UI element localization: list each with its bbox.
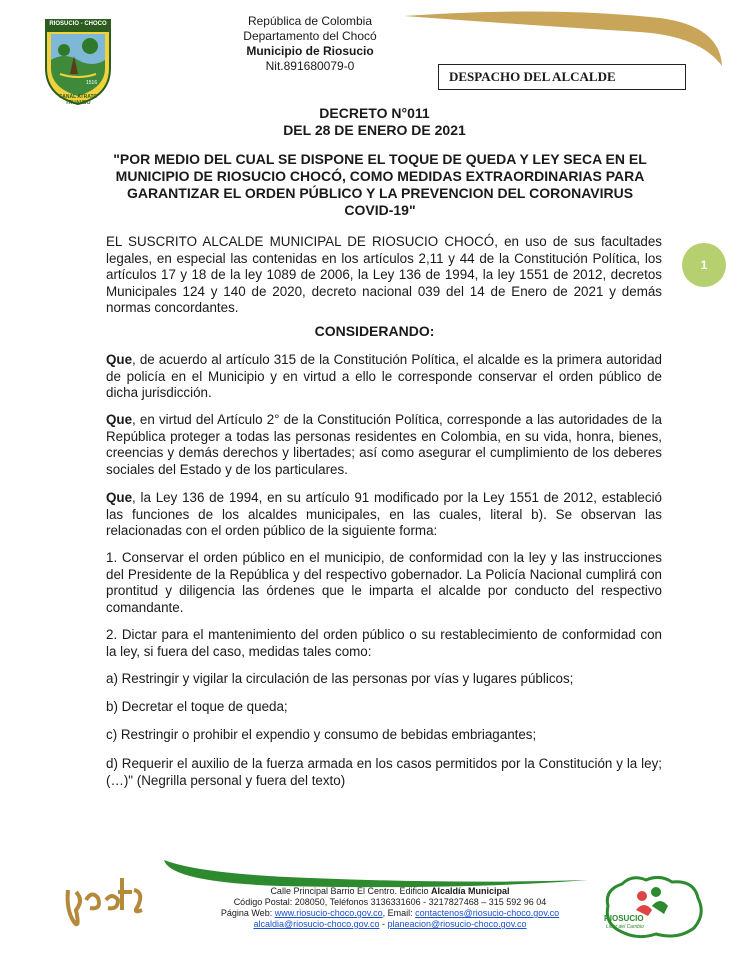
department-text: Departamento del Chocó	[243, 29, 377, 43]
que-label: Que	[106, 490, 133, 505]
que-label: Que	[106, 412, 133, 427]
list-item-d: d) Requerir el auxilio de la fuerza armada en los casos permitidos por la Constitución y la ley; (…)" (Negrilla personal y fuera del texto)	[106, 756, 662, 788]
decree-number: DECRETO N°011	[319, 105, 430, 121]
address-bold: Alcaldía Municipal	[431, 886, 510, 896]
footer-web-line	[200, 908, 580, 919]
footer-contact	[200, 886, 580, 930]
crest-bottom-text: CANAL ATRATO TRUANDO	[58, 94, 98, 106]
crest-top-text: RIOSUCIO - CHOCO	[49, 21, 107, 27]
riosucio-map-logo	[598, 870, 710, 942]
paragraph-3-text: , la Ley 136 de 1994, en su artículo 91 modificado por la Ley 1551 de 2012, estableció las funciones de los alcaldes municipales, en las cuales, literal b). Se observan las relacionadas con el orden público de la siguiente forma:	[106, 490, 662, 539]
municipal-crest-logo	[42, 16, 114, 106]
contact-email-link[interactable]: contactenos@riosucio-choco.gov.co	[415, 908, 560, 918]
paragraph-1-text: , de acuerdo al artículo 315 de la Constitución Política, el alcalde es la primera autoridad de policía en el Municipio y en virtud a ello le corresponde conservar el orden público de dicha jurisdicción.	[106, 352, 662, 401]
intro-paragraph: EL SUSCRITO ALCALDE MUNICIPAL DE RIOSUCIO CHOCÓ, en uso de sus facultades legales, en especial las contenidas en los artículos 2,11 y 44 de la Constitución Política, los artículos 17 y 18 de la ley 1089 de 2006, la Ley 136 de 1994, la ley 1551 de 2012, decretos Municipales 124 y 140 de 2020, decreto nacional 039 del 14 de Enero de 2021 y demás normas concordantes.	[106, 234, 662, 316]
list-item-a: a) Restringir y vigilar la circulación de las personas por vías y lugares públicos;	[106, 671, 574, 686]
paragraph-2-text: , en virtud del Artículo 2° de la Constitución Política, corresponde a las autoridades de la República proteger a todas las personas residentes en Colombia, en su vida, honra, bienes, creencias y demás derechos y libertades; así como asegurar el cumplimiento de los deberes sociales del Estado y de los particulares.	[106, 412, 662, 477]
decree-date: DEL 28 DE ENERO DE 2021	[283, 122, 466, 138]
address-prefix: Calle Principal Barrio El Centro. Edificio	[270, 886, 432, 896]
paragraph-que-3	[106, 490, 662, 540]
list-item-c: c) Restringir o prohibir el expendio y consumo de bebidas embriagantes;	[106, 727, 537, 742]
header-institution	[230, 14, 390, 74]
website-link[interactable]: www.riosucio-choco.gov.co	[274, 908, 383, 918]
riosucio-logo-tagline: Lider del Cambio	[606, 924, 644, 930]
paragraph-que-2	[106, 412, 662, 478]
crest-year: 1516	[86, 80, 98, 86]
web-label: Página Web:	[220, 908, 275, 918]
footer-address	[200, 886, 580, 897]
paragraph-que-1	[106, 352, 662, 402]
pdet-logo	[62, 870, 148, 934]
list-item-1: 1. Conservar el orden público en el municipio, de conformidad con la ley y las instrucciones del Presidente de la República y del respectivo gobernador. La Policía Nacional cumplirá con prontitud y diligencia las órdenes que le imparta el alcalde por conducto del respectivo comandante.	[106, 550, 662, 615]
nit-text: Nit.891680079-0	[265, 59, 355, 73]
page-number-badge: 1	[682, 243, 726, 287]
que-label: Que	[106, 352, 133, 367]
list-item-b: b) Decretar el toque de queda;	[106, 699, 288, 714]
footer-swoosh-decoration	[160, 856, 590, 890]
municipality-text: Municipio de Riosucio	[246, 44, 374, 58]
considering-heading: CONSIDERANDO:	[314, 323, 435, 339]
footer-phones: Código Postal: 208050, Teléfonos 3136331606 - 3217827468 – 315 592 96 04	[233, 897, 547, 907]
decree-title: "POR MEDIO DEL CUAL SE DISPONE EL TOQUE DE QUEDA Y LEY SECA EN EL MUNICIPIO DE RIOSUCIO CHOCÓ, COMO MEDIDAS EXTRAORDINARIAS PARA GARANTIZAR EL ORDEN PÚBLICO Y LA PREVENCION DEL CORONAVIRUS COVID-19"	[113, 151, 647, 218]
alcaldia-email-link[interactable]: alcaldia@riosucio-choco.gov.co	[253, 919, 380, 929]
list-item-2: 2. Dictar para el mantenimiento del orden público o su restablecimiento de conformidad con la ley, si fuera del caso, medidas tales como:	[106, 627, 662, 659]
republic-text: República de Colombia	[247, 14, 373, 28]
office-box: DESPACHO DEL ALCALDE	[438, 64, 686, 90]
separator: -	[379, 919, 388, 929]
footer-email-line	[200, 919, 580, 930]
planeacion-email-link[interactable]: planeacion@riosucio-choco.gov.co	[387, 919, 527, 929]
email-label: , Email:	[382, 908, 416, 918]
riosucio-logo-name: RIOSUCIO	[604, 914, 644, 923]
header-swoosh-decoration	[400, 8, 740, 70]
